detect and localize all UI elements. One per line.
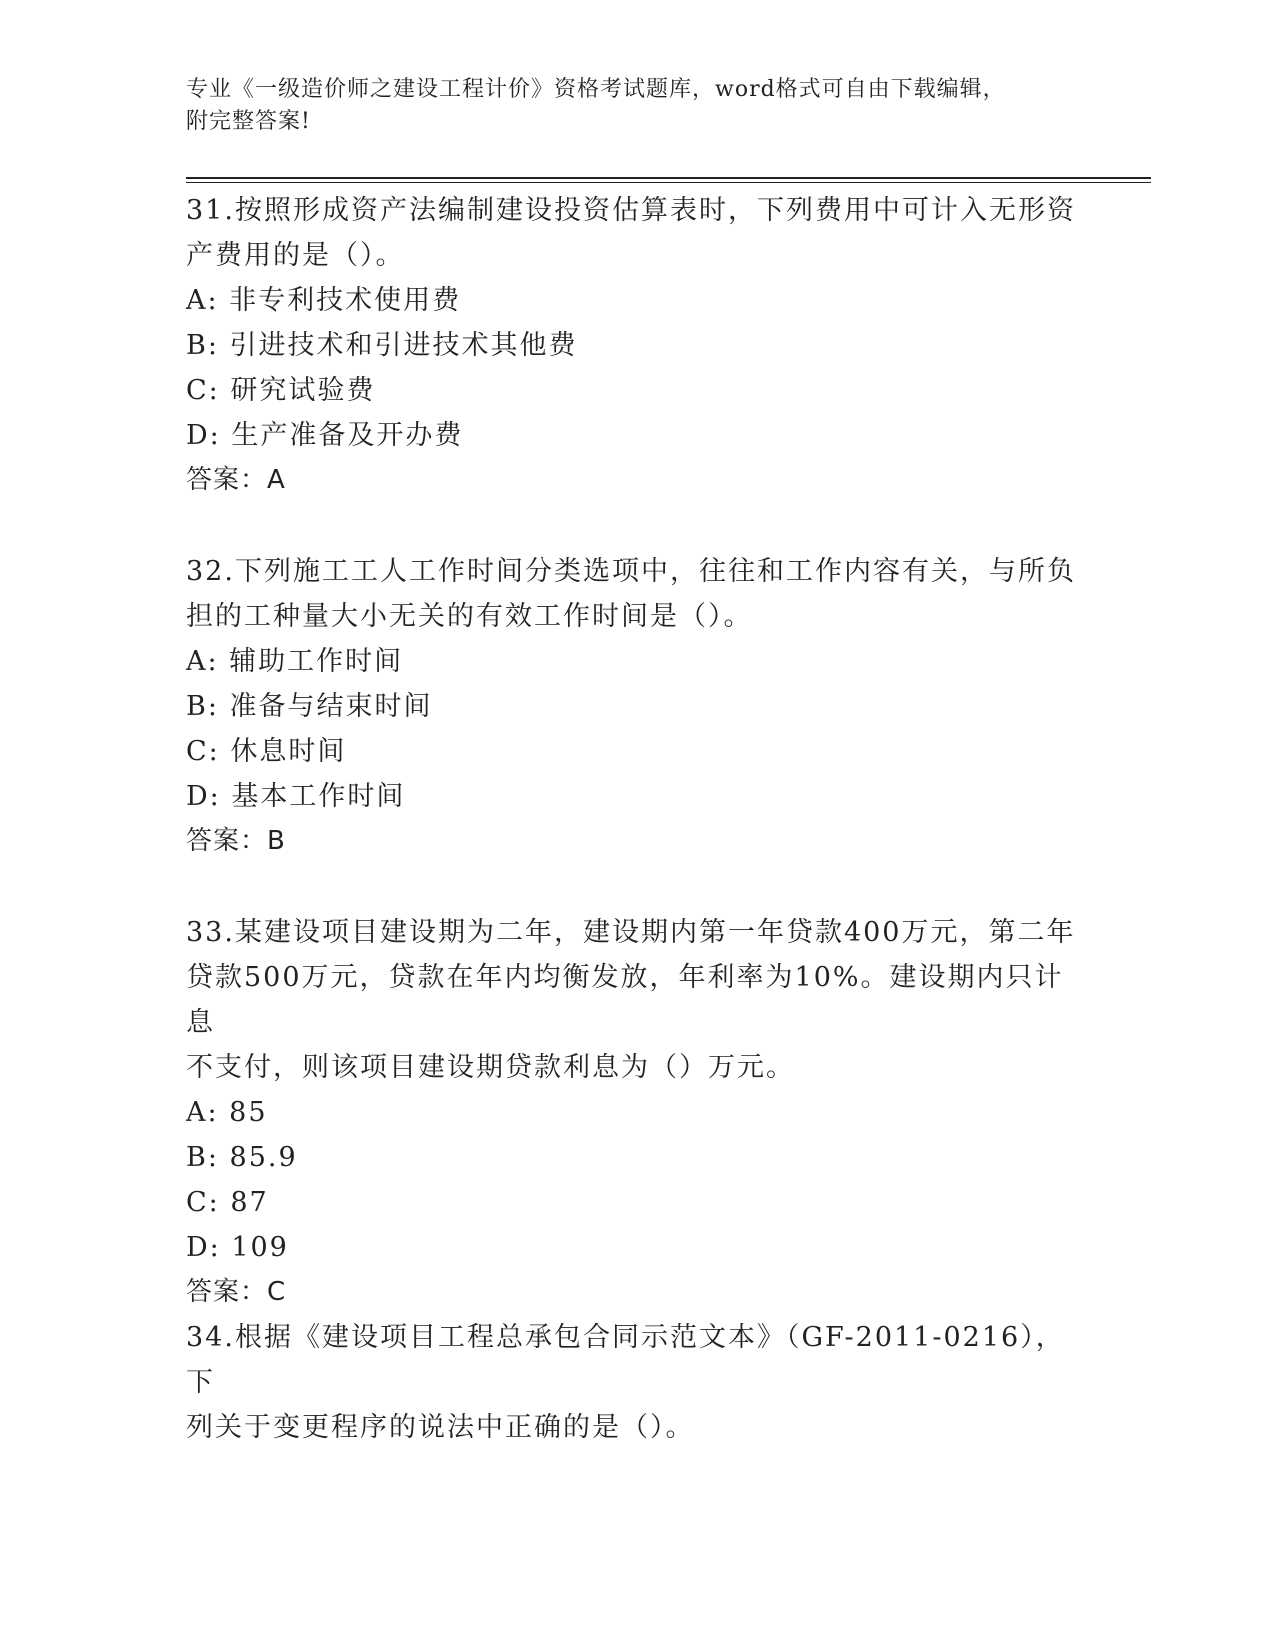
answer-label: 答案：B — [186, 826, 286, 856]
option-a: A: 85 — [186, 1097, 268, 1128]
question-34 — [186, 1315, 1086, 1450]
option-b: B: 引进技术和引进技术其他费 — [186, 330, 578, 361]
option-d: D: 生产准备及开办费 — [186, 420, 464, 451]
answer-label: 答案：A — [186, 465, 286, 495]
option-a: A: 辅助工作时间 — [186, 646, 404, 677]
header-divider-thin — [186, 182, 1151, 183]
header-line-1: 专业《一级造价师之建设工程计价》资格考试题库，word格式可自由下载编辑， — [186, 77, 1006, 102]
document-header — [186, 74, 1086, 138]
header-divider-thick — [186, 177, 1151, 179]
option-d: D: 基本工作时间 — [186, 781, 406, 812]
header-line-2: 附完整答案! — [186, 109, 311, 134]
question-stem-line: 产费用的是（）。 — [186, 240, 405, 271]
option-a: A: 非专利技术使用费 — [186, 285, 462, 316]
question-32 — [186, 549, 1086, 864]
question-33 — [186, 910, 1086, 1315]
question-31 — [186, 188, 1086, 503]
question-stem-line: 贷款500万元，贷款在年内均衡发放，年利率为10%。建设期内只计息 — [186, 962, 1064, 1038]
option-c: C: 研究试验费 — [186, 375, 376, 406]
answer-label: 答案：C — [186, 1277, 287, 1307]
question-stem-line: 33.某建设项目建设期为二年，建设期内第一年贷款400万元，第二年 — [186, 917, 1076, 948]
question-stem-line: 不支付，则该项目建设期贷款利息为（）万元。 — [186, 1052, 795, 1083]
option-b: B: 准备与结束时间 — [186, 691, 433, 722]
option-b: B: 85.9 — [186, 1142, 298, 1173]
option-c: C: 休息时间 — [186, 736, 347, 767]
question-stem-line: 32.下列施工工人工作时间分类选项中，往往和工作内容有关，与所负 — [186, 556, 1076, 587]
question-stem-line: 31.按照形成资产法编制建设投资估算表时，下列费用中可计入无形资 — [186, 195, 1076, 226]
option-d: D: 109 — [186, 1232, 289, 1263]
question-stem-line: 列关于变更程序的说法中正确的是（）。 — [186, 1412, 695, 1443]
question-stem-line: 34.根据《建设项目工程总承包合同示范文本》（GF-2011-0216），下 — [186, 1322, 1065, 1398]
question-stem-line: 担的工种量大小无关的有效工作时间是（）。 — [186, 601, 753, 632]
option-c: C: 87 — [186, 1187, 269, 1218]
